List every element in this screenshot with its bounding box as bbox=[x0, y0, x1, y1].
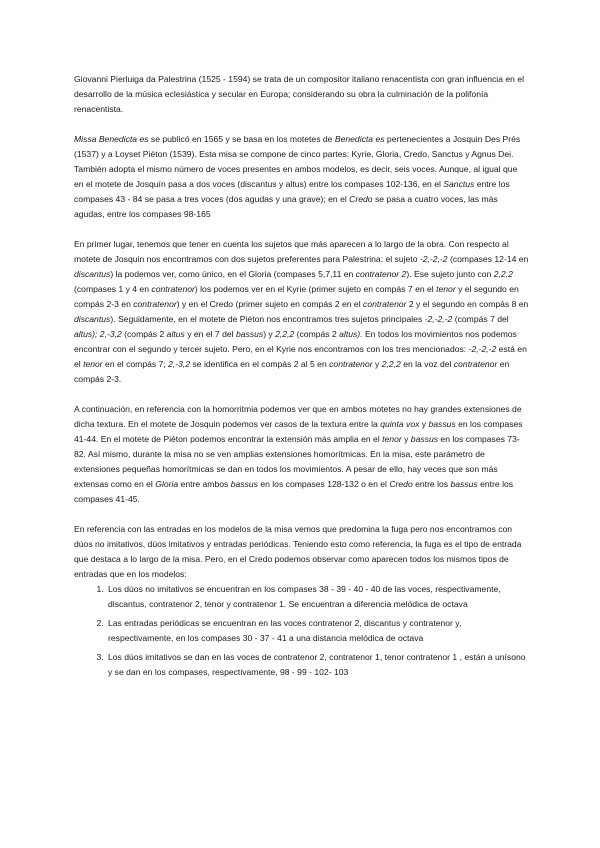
italic-text: tenor bbox=[436, 284, 456, 294]
list-item: 2. Las entradas periódicas se encuentran en las voces contratenor 2, discantus y contratenor y, respectivamente, en los compases 30 - 37 - 41 a una distancia melódica de octava bbox=[106, 616, 529, 646]
italic-text: altus bbox=[166, 329, 185, 339]
italic-text: bassus bbox=[235, 329, 264, 339]
italic-text: altus); 2,-3,2 bbox=[74, 329, 122, 339]
paragraph-homorritmia: A continuación, en referencia con la homorritmia podemos ver que en ambos motetes no hay grandes extensiones de dicha textura. En el motete de Josquin podemos ver casos de la textura entre la quinta vox y bassus en los compases 41-44. En el motete de Piéton podemos encontrar la extensión más amplia en el tenor y bassus en los compases 73-82. Así mismo, durante la misa no se ven amplias extensiones homorítmicas. En la misa, este parámetro de extensiones pequeñas homorítmicas se dan en todos los movimientos. A pesar de ello, hay veces que son más extensas como en el Gloria entre ambos bassus en los compases 128-132 o en el Credo entre los bassus entre los compases 41-45. bbox=[74, 404, 523, 504]
italic-text: Gloria bbox=[155, 479, 179, 489]
italic-text: -2,-2,-2 bbox=[424, 314, 453, 324]
list-item: 3. Los dúos imitativos se dan en las voces de contratenor 2, contratenor 1, tenor contratenor 1 , están a unísono y se dan en los compases, respectivamente, 98 - 99 - 102- 103 bbox=[106, 650, 529, 680]
italic-text: 2,2,2 bbox=[275, 329, 295, 339]
italic-text: altus). bbox=[339, 329, 363, 339]
paragraph-entradas: En referencia con las entradas en los modelos de la misa vemos que predomina la fuga pero nos encontramos con dúos no imitativos, dúos imitativos y entradas periódicas. Teniendo esto como referencia, la fuga es el tipo de entrada que destaca a lo largo de la misa. Pero, en el Credo podemos observar como aparecen todos los mismos tipos de entradas que en los modelos: bbox=[74, 524, 522, 579]
italic-text: quinta vox bbox=[380, 419, 420, 429]
italic-text: tenor bbox=[382, 434, 402, 444]
italic-text: Credo bbox=[349, 194, 373, 204]
italic-text: Missa Benedicta es bbox=[74, 134, 149, 144]
italic-text: tenor bbox=[83, 359, 103, 369]
italic-text: contratenor bbox=[453, 359, 498, 369]
italic-text: discantus bbox=[74, 314, 111, 324]
italic-text: -2,-2,-2 bbox=[468, 344, 497, 354]
italic-text: contratenor bbox=[133, 299, 177, 309]
italic-text: 2,2,2 bbox=[381, 359, 401, 369]
italic-text: Sanctus bbox=[443, 179, 475, 189]
italic-text: Benedicta es bbox=[334, 134, 385, 144]
paragraph-missa: Missa Benedicta es se publicó en 1565 y se basa en los motetes de Benedicta es pertenecientes a Josquin Des Prés (1537) y a Loyset Piéton (1539). Esta misa se compone de cinco partes: Kyrie, Gloria, Credo, Sanctus y Agnus Dei. También adopta el mismo número de voces presentes en ambos modelos, es decir, seis voces. Aunque, al igual que en el motete de Josquín pasa a dos voces (discantus y altus) entre los compases 102-136, en el Sanctus entre los compases 43 - 84 se pasa a tres voces (dos agudas y una grave); en el Credo se pasa a cuatro voces, las más agudas, entre los compases 98-165 bbox=[74, 134, 521, 219]
italic-text: 2,2,2 bbox=[493, 269, 513, 279]
italic-text: contratenor 2 bbox=[355, 269, 407, 279]
italic-text: discantus bbox=[74, 269, 111, 279]
italic-text: 2,-3,2 bbox=[168, 359, 191, 369]
entradas-list bbox=[74, 582, 529, 680]
list-item: 1. Los dúos no imitativos se encuentran en los compases 38 - 39 - 40 - 40 de las voces, respectivamente, discantus, contratenor 2, tenor y contratenor 1. Se encuentran a diferencia melódica de octava bbox=[106, 582, 529, 612]
italic-text: bassus bbox=[410, 434, 439, 444]
document-page bbox=[74, 72, 529, 684]
italic-text: bassus bbox=[428, 419, 456, 429]
italic-text: Credo bbox=[389, 479, 413, 489]
italic-text: bassus bbox=[450, 479, 478, 489]
italic-text: contratenor bbox=[363, 299, 407, 309]
paragraph-intro: Giovanni Pierluiga da Palestrina (1525 - 1594) se trata de un compositor italiano renacentista con gran influencia en el desarrollo de la música eclesiástica y secular en Europa; considerando su obra la culminación de la polifonía renacentista. bbox=[74, 74, 525, 114]
paragraph-sujetos: En primer lugar, tenemos que tener en cuenta los sujetos que más aparecen a lo largo de la obra. Con respecto al motete de Josquin nos encontramos con dos sujetos preferentes para Palestrina: el sujeto -2,-2,-2 (compases 12-14 en discantus) la podemos ver, como único, en el Gloria (compases 5,7,11 en contratenor 2). Ese sujeto junto con 2,2,2 (compases 1 y 4 en contratenor) los podemos ver en el Kyrie (primer sujeto en compás 7 en el tenor y el segundo en compás 2-3 en contratenor) y en el Credo (primer sujeto en compás 2 en el contratenor 2 y el segundo en compás 8 en discantus). Seguidamente, en el motete de Piéton nos encontramos tres sujetos principales -2,-2,-2 (compás 7 del altus); 2,-3,2 (compás 2 altus y en el 7 del bassus) y 2,2,2 (compás 2 altus). En todos los movimientos nos podemos encontrar con el segundo y tercer sujeto. Pero, en el Kyrie nos encontramos con los tres mencionados: -2,-2,-2 está en el tenor en el compás 7; 2,-3,2 se identifica en el compás 2 al 5 en contratenor y 2,2,2 en la voz del contratenor en compás 2-3. bbox=[74, 239, 529, 384]
italic-text: -2,-2,-2 bbox=[419, 254, 448, 264]
italic-text: contratenor bbox=[151, 284, 195, 294]
italic-text: bassus bbox=[230, 479, 258, 489]
italic-text: contratenor bbox=[329, 359, 373, 369]
